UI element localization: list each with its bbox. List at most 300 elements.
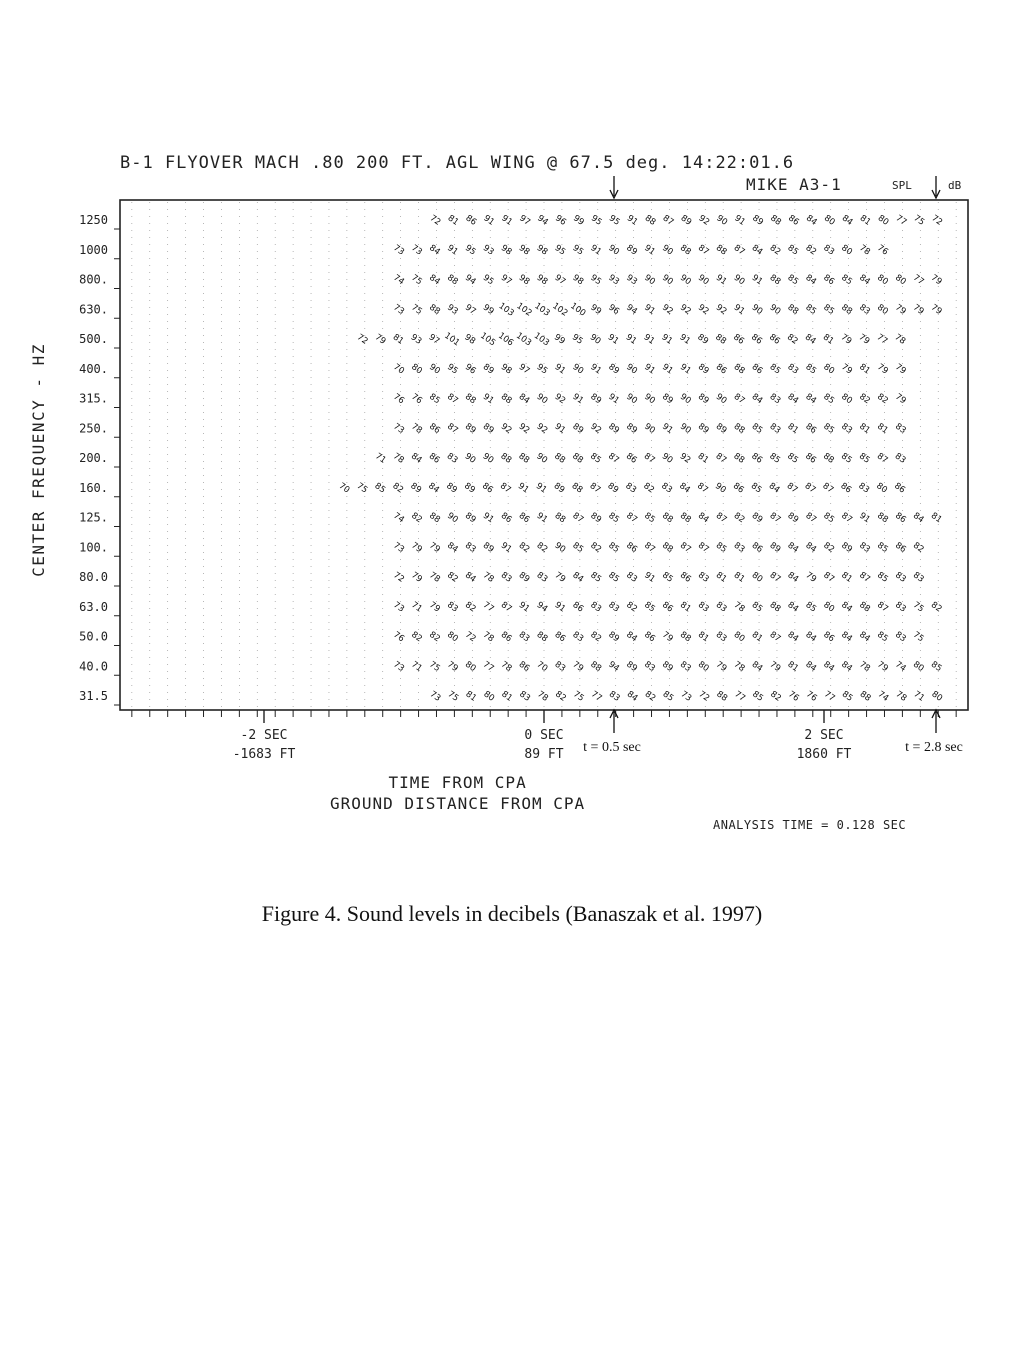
data-value: 93 bbox=[480, 243, 496, 258]
data-value: 98 bbox=[516, 272, 532, 288]
data-value: 79 bbox=[427, 540, 442, 556]
data-value: 87 bbox=[498, 481, 513, 496]
data-value: 83 bbox=[821, 243, 837, 258]
data-value: 95 bbox=[552, 243, 568, 258]
data-value: 92 bbox=[660, 302, 675, 318]
data-value: 81 bbox=[713, 570, 729, 585]
data-value: 91 bbox=[481, 213, 497, 228]
y-tick-label: 100. bbox=[79, 540, 108, 555]
data-value: 89 bbox=[462, 481, 477, 496]
data-value: 78 bbox=[409, 421, 424, 437]
data-value: 88 bbox=[498, 451, 514, 466]
data-value: 87 bbox=[445, 391, 460, 407]
data-value: 86 bbox=[642, 629, 657, 645]
data-value: 91 bbox=[570, 391, 586, 407]
data-value: 77 bbox=[821, 689, 837, 704]
x-axis-title bbox=[330, 772, 585, 814]
data-value: 89 bbox=[767, 540, 783, 556]
x-tick-distance-label: 1860 FT bbox=[796, 747, 852, 762]
data-value: 72 bbox=[427, 213, 443, 228]
data-value: 89 bbox=[480, 421, 496, 437]
data-value: 90 bbox=[534, 391, 550, 407]
data-value: 93 bbox=[445, 302, 460, 318]
data-value: 88 bbox=[767, 600, 783, 615]
data-value: 86 bbox=[678, 570, 693, 585]
data-value: 89 bbox=[480, 540, 496, 556]
data-value: 80 bbox=[874, 481, 889, 496]
data-value: 84 bbox=[427, 272, 442, 288]
data-value: 89 bbox=[408, 481, 424, 496]
data-value: 81 bbox=[839, 570, 854, 585]
data-value: 75 bbox=[409, 302, 424, 318]
data-value: 88 bbox=[678, 510, 693, 526]
data-value: 74 bbox=[893, 659, 908, 675]
data-value: 82 bbox=[875, 391, 890, 407]
data-value: 87 bbox=[820, 481, 836, 496]
data-value: 87 bbox=[606, 451, 621, 466]
data-value: 83 bbox=[767, 421, 783, 437]
data-value: 91 bbox=[623, 332, 639, 347]
data-value: 84 bbox=[624, 689, 640, 704]
data-value: 85 bbox=[767, 451, 782, 466]
y-tick-label: 500. bbox=[79, 332, 108, 346]
data-value: 80 bbox=[695, 659, 711, 675]
data-value: 85 bbox=[803, 362, 819, 377]
data-value: 87 bbox=[695, 243, 711, 258]
data-value: 91 bbox=[480, 391, 496, 407]
data-value: 102 bbox=[514, 301, 534, 319]
data-value: 89 bbox=[606, 362, 621, 377]
data-value: 89 bbox=[463, 421, 478, 437]
data-value: 93 bbox=[408, 332, 424, 347]
data-value: 77 bbox=[480, 600, 496, 615]
data-value: 81 bbox=[695, 629, 711, 645]
data-value: 93 bbox=[606, 272, 621, 288]
data-value: 84 bbox=[803, 629, 819, 645]
data-value: 98 bbox=[516, 243, 532, 258]
data-value: 86 bbox=[480, 481, 495, 496]
analysis-time-note: ANALYSIS TIME = 0.128 SEC bbox=[713, 818, 907, 832]
data-value: 82 bbox=[427, 629, 442, 645]
data-value: 70 bbox=[336, 481, 352, 496]
data-value: 103 bbox=[531, 330, 551, 349]
data-value: 91 bbox=[605, 332, 621, 347]
data-value: 86 bbox=[749, 362, 765, 377]
data-value: 73 bbox=[391, 600, 406, 615]
data-value: 84 bbox=[821, 659, 837, 675]
data-value: 87 bbox=[498, 600, 514, 615]
data-value: 91 bbox=[678, 362, 693, 377]
data-value: 84 bbox=[624, 629, 639, 645]
data-value: 102 bbox=[550, 301, 570, 319]
data-value: 82 bbox=[642, 689, 658, 704]
data-value: 97 bbox=[426, 332, 442, 347]
data-value: 85 bbox=[821, 510, 837, 526]
data-value: 84 bbox=[839, 213, 855, 228]
data-value: 87 bbox=[802, 481, 818, 496]
data-value: 90 bbox=[534, 451, 550, 466]
data-value: 81 bbox=[445, 213, 461, 228]
data-value: 83 bbox=[857, 540, 872, 556]
data-value: 99 bbox=[480, 302, 496, 318]
data-value: 88 bbox=[875, 510, 890, 526]
data-value: 92 bbox=[695, 302, 711, 318]
data-value: 80 bbox=[445, 629, 460, 645]
data-value: 84 bbox=[803, 540, 819, 556]
data-value: 89 bbox=[749, 510, 765, 526]
data-value: 91 bbox=[642, 243, 657, 258]
data-value: 84 bbox=[803, 659, 819, 675]
data-value: 79 bbox=[875, 362, 890, 377]
data-value: 81 bbox=[875, 421, 890, 437]
data-value: 87 bbox=[784, 481, 800, 496]
data-value: 88 bbox=[714, 689, 730, 704]
data-value: 74 bbox=[391, 272, 406, 288]
data-value: 82 bbox=[803, 243, 819, 258]
data-value: 90 bbox=[767, 302, 783, 318]
data-value: 84 bbox=[516, 391, 532, 407]
data-value: 83 bbox=[893, 421, 908, 437]
data-value: 80 bbox=[911, 659, 926, 675]
data-value: 89 bbox=[660, 391, 675, 407]
data-value: 87 bbox=[678, 540, 693, 556]
data-value: 92 bbox=[677, 451, 693, 466]
y-tick-label: 1000 bbox=[79, 242, 108, 257]
data-value: 95 bbox=[569, 332, 585, 347]
y-tick-label: 400. bbox=[79, 361, 108, 376]
data-value: 83 bbox=[785, 362, 801, 377]
data-value: 76 bbox=[409, 391, 424, 407]
data-value: 87 bbox=[624, 510, 639, 526]
data-value: 97 bbox=[517, 213, 532, 228]
data-value: 84 bbox=[804, 213, 819, 228]
data-value: 81 bbox=[678, 600, 693, 615]
data-value: 82 bbox=[445, 570, 460, 585]
data-value: 84 bbox=[677, 481, 692, 496]
data-value: 71 bbox=[409, 659, 424, 675]
data-value: 90 bbox=[624, 391, 639, 407]
data-value: 86 bbox=[803, 421, 819, 437]
data-value: 86 bbox=[498, 510, 514, 526]
data-value: 83 bbox=[552, 659, 568, 675]
data-value: 95 bbox=[606, 213, 622, 228]
data-value: 84 bbox=[749, 659, 765, 675]
data-value: 87 bbox=[587, 481, 603, 496]
data-value: 83 bbox=[856, 481, 872, 496]
data-value: 95 bbox=[589, 213, 604, 228]
data-value: 89 bbox=[444, 481, 459, 496]
data-value: 78 bbox=[893, 689, 909, 704]
data-value: 103 bbox=[514, 330, 534, 349]
chart-header-title: B-1 FLYOVER MACH .80 200 FT. AGL WING @ 67.5 deg. 14:22:01.6 bbox=[120, 153, 795, 173]
data-value: 98 bbox=[570, 272, 586, 288]
data-value: 88 bbox=[660, 540, 675, 556]
data-value: 101 bbox=[442, 330, 462, 349]
data-value: 79 bbox=[893, 302, 908, 318]
y-tick-label: 80.0 bbox=[79, 570, 108, 584]
data-value: 90 bbox=[678, 391, 693, 407]
data-value: 90 bbox=[713, 481, 728, 496]
data-value: 105 bbox=[478, 330, 498, 349]
data-value: 72 bbox=[696, 689, 712, 704]
data-value: 89 bbox=[516, 570, 532, 585]
data-value: 99 bbox=[588, 302, 604, 318]
data-value: 79 bbox=[372, 332, 388, 347]
data-value: 82 bbox=[463, 600, 478, 615]
data-value: 82 bbox=[534, 540, 550, 556]
data-value: 80 bbox=[409, 362, 424, 377]
data-value: 87 bbox=[445, 421, 460, 437]
data-value: 83 bbox=[534, 570, 550, 585]
data-value: 88 bbox=[569, 481, 585, 496]
data-value: 88 bbox=[552, 510, 568, 526]
data-value: 87 bbox=[695, 481, 710, 496]
data-value: 81 bbox=[463, 689, 479, 704]
y-tick-label: 200. bbox=[79, 451, 108, 465]
data-value: 90 bbox=[731, 272, 747, 288]
data-value: 91 bbox=[624, 213, 640, 228]
data-value: 92 bbox=[516, 421, 532, 437]
data-value: 84 bbox=[911, 510, 926, 526]
data-value: 82 bbox=[821, 540, 837, 556]
data-value: 91 bbox=[588, 362, 604, 377]
data-value: 77 bbox=[480, 659, 496, 675]
data-value: 85 bbox=[660, 689, 676, 704]
data-value: 85 bbox=[372, 481, 388, 496]
data-value: 84 bbox=[785, 600, 801, 615]
data-value: 84 bbox=[839, 600, 854, 615]
data-value: 87 bbox=[713, 451, 729, 466]
data-value: 79 bbox=[570, 659, 586, 675]
data-value: 83 bbox=[893, 570, 908, 585]
data-value: 90 bbox=[480, 451, 496, 466]
data-value: 86 bbox=[624, 540, 639, 556]
data-value: 86 bbox=[516, 659, 532, 675]
data-value: 98 bbox=[534, 272, 550, 288]
data-value: 95 bbox=[534, 362, 550, 377]
data-value: 80 bbox=[875, 272, 890, 288]
data-value: 83 bbox=[517, 689, 532, 704]
y-tick-label: 800. bbox=[79, 272, 108, 287]
data-value: 88 bbox=[660, 510, 675, 526]
y-tick-label: 315. bbox=[79, 391, 108, 406]
data-value: 78 bbox=[731, 659, 747, 675]
data-value: 91 bbox=[480, 510, 496, 526]
data-value: 85 bbox=[767, 362, 783, 377]
data-value: 80 bbox=[893, 272, 908, 288]
data-value: 90 bbox=[642, 391, 657, 407]
data-value: 89 bbox=[678, 213, 694, 228]
data-value: 89 bbox=[570, 421, 586, 437]
data-value: 88 bbox=[731, 421, 747, 437]
annotation-label: t = 0.5 sec bbox=[583, 740, 641, 755]
data-value: 89 bbox=[713, 421, 729, 437]
data-value: 87 bbox=[570, 510, 586, 526]
data-value: 84 bbox=[749, 391, 765, 407]
data-value: 85 bbox=[785, 451, 800, 466]
data-value: 91 bbox=[857, 510, 872, 526]
data-value: 82 bbox=[588, 540, 604, 556]
data-value: 82 bbox=[767, 243, 783, 258]
data-value: 80 bbox=[821, 213, 837, 228]
data-value: 89 bbox=[480, 362, 496, 377]
data-value: 82 bbox=[409, 510, 424, 526]
data-value: 82 bbox=[641, 481, 656, 496]
data-value: 90 bbox=[587, 332, 603, 347]
y-tick-label: 125. bbox=[79, 510, 108, 525]
data-value: 80 bbox=[839, 243, 854, 258]
data-value: 80 bbox=[929, 689, 945, 704]
data-value: 85 bbox=[570, 540, 586, 556]
data-value: 85 bbox=[821, 421, 837, 437]
data-value: 88 bbox=[534, 629, 550, 645]
data-value: 92 bbox=[696, 213, 712, 228]
data-value: 83 bbox=[713, 600, 729, 615]
data-value: 71 bbox=[409, 600, 424, 615]
y-tick-label: 250. bbox=[79, 421, 108, 436]
y-tick-label: 63.0 bbox=[79, 599, 108, 614]
data-value: 91 bbox=[642, 570, 657, 585]
data-value: 72 bbox=[391, 570, 406, 585]
data-value: 88 bbox=[445, 272, 460, 288]
data-value: 73 bbox=[391, 302, 406, 318]
data-value: 86 bbox=[892, 481, 907, 496]
data-value: 91 bbox=[498, 540, 514, 556]
y-tick-label: 160. bbox=[79, 480, 108, 495]
data-value: 90 bbox=[749, 302, 765, 318]
data-value: 83 bbox=[623, 481, 639, 496]
data-value: 79 bbox=[803, 570, 819, 585]
data-value: 84 bbox=[408, 451, 424, 466]
data-value: 91 bbox=[642, 302, 657, 318]
data-value: 89 bbox=[588, 391, 604, 407]
db-unit-label: dB bbox=[948, 179, 962, 192]
data-value: 83 bbox=[498, 570, 514, 585]
x-tick-time-label: -2 SEC bbox=[240, 728, 288, 743]
data-value: 78 bbox=[731, 600, 747, 615]
data-value: 85 bbox=[839, 689, 855, 704]
y-tick-label: 40.0 bbox=[79, 659, 108, 674]
data-value: 88 bbox=[552, 451, 567, 466]
data-value: 87 bbox=[874, 451, 890, 466]
data-value: 90 bbox=[642, 421, 657, 437]
data-value: 79 bbox=[839, 362, 854, 377]
data-value: 88 bbox=[713, 332, 728, 347]
data-value: 79 bbox=[409, 540, 424, 556]
data-value: 83 bbox=[731, 540, 747, 556]
data-value: 87 bbox=[767, 629, 783, 645]
data-value: 82 bbox=[768, 689, 783, 704]
data-value: 86 bbox=[516, 510, 532, 526]
data-value: 83 bbox=[659, 481, 674, 496]
data-value: 87 bbox=[713, 510, 729, 526]
data-value: 79 bbox=[767, 659, 783, 675]
data-value: 86 bbox=[731, 332, 746, 347]
data-value: 80 bbox=[821, 600, 837, 615]
data-value: 85 bbox=[748, 481, 764, 496]
data-value: 83 bbox=[892, 451, 908, 466]
data-value: 94 bbox=[606, 659, 621, 675]
data-value: 90 bbox=[624, 362, 639, 377]
data-value: 84 bbox=[695, 510, 711, 526]
data-value: 70 bbox=[391, 362, 406, 377]
data-value: 81 bbox=[785, 659, 801, 675]
data-value: 103 bbox=[496, 301, 516, 319]
data-value: 89 bbox=[624, 659, 639, 675]
data-value: 85 bbox=[588, 570, 604, 585]
data-value: 88 bbox=[498, 391, 514, 407]
data-value: 84 bbox=[785, 570, 801, 585]
data-value: 81 bbox=[695, 451, 711, 466]
data-value: 91 bbox=[659, 332, 675, 347]
data-value: 88 bbox=[570, 451, 585, 466]
data-value: 81 bbox=[731, 570, 747, 585]
data-value: 82 bbox=[409, 629, 424, 645]
data-value: 75 bbox=[571, 689, 586, 704]
y-tick-label: 50.0 bbox=[79, 629, 108, 644]
data-value: 90 bbox=[552, 540, 568, 556]
data-value: 78 bbox=[480, 570, 496, 585]
data-value: 91 bbox=[660, 421, 675, 437]
data-value: 85 bbox=[785, 243, 801, 258]
data-value: 85 bbox=[749, 421, 765, 437]
data-value: 82 bbox=[785, 332, 800, 347]
data-value: 94 bbox=[624, 302, 639, 318]
data-value: 84 bbox=[785, 391, 801, 407]
data-value: 85 bbox=[750, 689, 765, 704]
data-value: 75 bbox=[911, 629, 926, 645]
data-value: 83 bbox=[839, 421, 854, 437]
y-tick-label: 31.5 bbox=[79, 689, 108, 703]
data-value: 86 bbox=[838, 481, 854, 496]
data-value: 91 bbox=[642, 362, 657, 377]
data-value: 70 bbox=[534, 659, 550, 675]
data-value: 89 bbox=[551, 481, 567, 496]
data-value: 86 bbox=[893, 510, 908, 526]
data-value: 91 bbox=[552, 421, 568, 437]
data-value: 81 bbox=[820, 332, 836, 347]
data-value: 88 bbox=[768, 213, 783, 228]
data-value: 89 bbox=[606, 629, 621, 645]
data-value: 90 bbox=[606, 243, 621, 258]
data-value: 72 bbox=[463, 629, 478, 645]
data-value: 80 bbox=[749, 570, 765, 585]
data-value: 83 bbox=[857, 302, 872, 318]
data-value: 85 bbox=[839, 272, 854, 288]
data-value: 96 bbox=[553, 213, 568, 228]
data-value: 82 bbox=[390, 481, 406, 496]
data-value: 87 bbox=[821, 570, 837, 585]
data-value: 88 bbox=[588, 659, 604, 675]
data-value: 89 bbox=[605, 481, 621, 496]
data-value: 86 bbox=[498, 629, 514, 645]
data-value: 99 bbox=[571, 213, 586, 228]
data-value: 86 bbox=[660, 600, 675, 615]
data-value: 92 bbox=[713, 302, 729, 318]
data-value: 85 bbox=[785, 272, 801, 288]
data-value: 81 bbox=[928, 510, 944, 526]
data-value: 80 bbox=[875, 302, 890, 318]
data-value: 96 bbox=[606, 302, 621, 318]
data-value: 100 bbox=[568, 301, 588, 319]
data-value: 95 bbox=[588, 272, 604, 288]
data-value: 77 bbox=[911, 272, 926, 288]
data-value: 95 bbox=[570, 243, 586, 258]
data-value: 83 bbox=[695, 570, 711, 585]
data-value: 90 bbox=[714, 213, 730, 228]
data-value: 78 bbox=[535, 689, 550, 704]
data-value: 82 bbox=[911, 540, 926, 556]
